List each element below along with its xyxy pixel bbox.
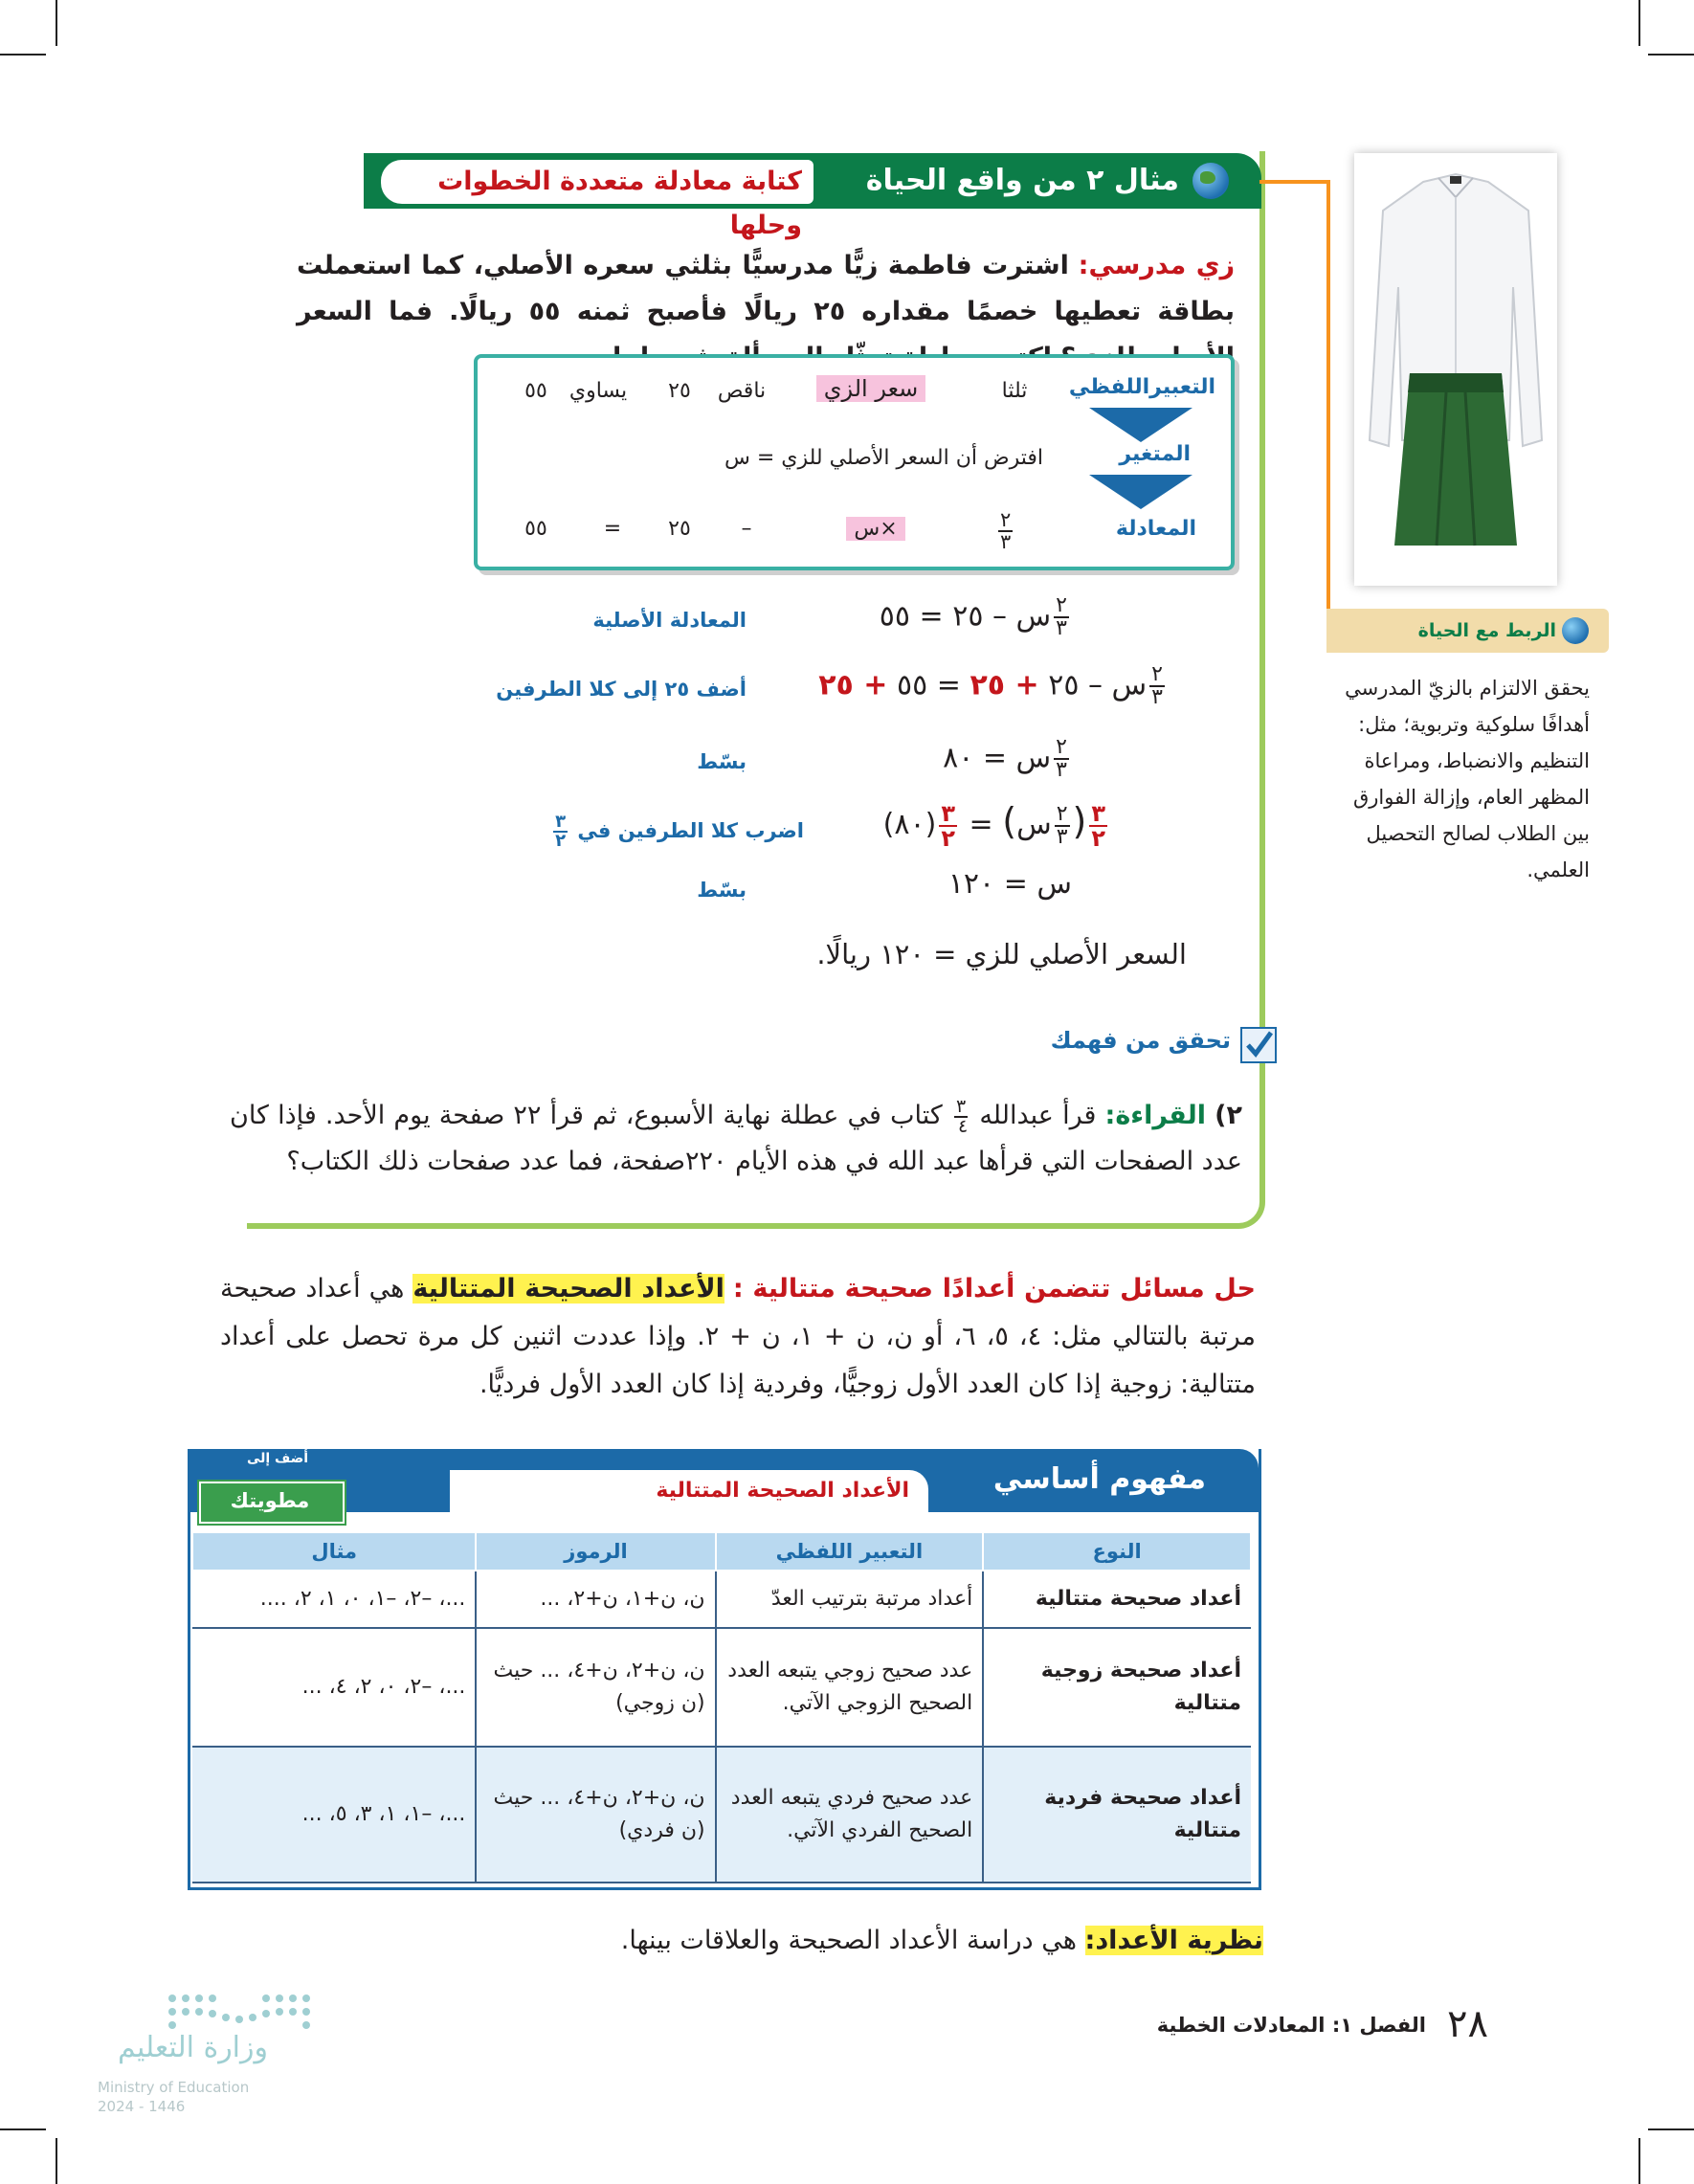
variable-label: المتغير	[1119, 442, 1191, 466]
crop-mark	[1648, 2128, 1694, 2130]
crop-mark	[56, 0, 57, 46]
step-5-expression: س = ١٢٠	[947, 867, 1072, 901]
header-verbal: التعبير اللفظي	[716, 1532, 984, 1571]
ministry-logo	[163, 1991, 316, 2033]
arrow-down-icon	[1089, 475, 1192, 509]
uniform-photo	[1354, 153, 1557, 586]
step-4-den: ٢	[1091, 824, 1105, 852]
key-concept-table	[191, 1531, 1252, 1883]
step-3-num: ٢	[1056, 735, 1067, 759]
verbal-label: التعبيراللفظي	[1068, 375, 1215, 399]
check-title: تحقق من فهمك	[1050, 1027, 1231, 1054]
step-2-note: أضف ٢٥ إلى كلا الطرفين	[496, 678, 747, 701]
step-1-note: المعادلة الأصلية	[592, 609, 747, 632]
step-3-note: بسّط	[697, 750, 747, 773]
sidebar-title: الربط مع الحياة	[1417, 620, 1556, 641]
verbal-equals: يساوي	[568, 379, 628, 403]
example-number: مثال ٢	[1086, 164, 1179, 197]
consecutive-lead: حل مسائل تتضمن أعدادًا صحيحة متتالية :	[732, 1274, 1256, 1304]
table-header-row	[192, 1532, 1251, 1571]
step-4-rhs: (٨٠)	[882, 808, 937, 841]
crop-mark	[0, 54, 46, 56]
sidebar-connector	[1259, 180, 1328, 184]
key-concept-label: مفهوم أساسي	[992, 1462, 1206, 1496]
table-row	[192, 1571, 1251, 1628]
verbal-price	[804, 375, 938, 402]
key-concept-title: الأعداد الصحيحة المتتالية	[656, 1479, 909, 1503]
verbal-25: ٢٥	[668, 379, 691, 403]
table-row	[192, 1628, 1251, 1747]
ministry-name-english: Ministry of Education	[98, 2079, 250, 2096]
crop-mark	[56, 2138, 57, 2184]
equation-times-var-text: ×س	[846, 517, 904, 541]
check-part1: قرأ عبدالله	[979, 1101, 1097, 1130]
consecutive-text: هي أعداد صحيحة مرتبة بالتتالي مثل: ٤، ٥، ٦، أو ن، ن + ١، ن + ٢. وإذا عددت اثنين كل مرة تحصل على أعداد متتالية: زوجية إذا كان العدد الأول زوجيًّا، وفردية إذا كان العدد الأول فرديًّا.	[220, 1274, 1257, 1399]
row-verbal: عدد صحيح فردي يتبعه العدد الصحيح الفردي الآتي.	[716, 1747, 984, 1883]
step-3-rest: س = ٨٠	[943, 741, 1052, 775]
example-title: كتابة معادلة متعددة الخطوات وحلها	[437, 167, 802, 240]
verbal-55: ٥٥	[524, 379, 547, 403]
row-verbal: عدد صحيح زوجي يتبعه العدد الصحيح الزوجي الآتي.	[716, 1628, 984, 1747]
row-verbal: أعداد مرتبة بترتيب العدّ	[716, 1571, 984, 1628]
footer-chapter: الفصل ١: المعادلات الخطية	[1156, 2014, 1426, 2037]
foldable-add: أضف إلى	[246, 1451, 309, 1466]
globe-icon	[1192, 163, 1229, 199]
equation-label: المعادلة	[1115, 517, 1196, 541]
step-4-note-num: ٣	[555, 812, 567, 832]
step-3-den: ٣	[1056, 758, 1067, 782]
row-symbols: ن، ن+٢، ن+٤، ... حيث (ن زوجي)	[476, 1628, 715, 1747]
uniform-illustration	[1354, 153, 1557, 586]
number-theory-term: نظرية الأعداد:	[1084, 1926, 1263, 1955]
variable-text: افترض أن السعر الأصلي للزي = س	[724, 446, 1043, 470]
step-3-expression	[785, 737, 1072, 781]
row-type: أعداد صحيحة زوجية متتالية	[983, 1628, 1251, 1747]
step-4-note	[536, 813, 804, 850]
equation-55: ٥٥	[524, 517, 547, 541]
step-2-middle: = ٥٥	[897, 668, 961, 702]
verbal-price-text: سعر الزي	[816, 375, 926, 402]
number-theory-definition	[479, 1926, 1263, 1955]
row-example: ...، –١، ١، ٣، ٥، ...	[192, 1747, 476, 1883]
globe-icon	[1562, 617, 1589, 644]
problem-lead: زي مدرسي:	[1078, 251, 1235, 280]
step-2-left: س – ٢٥	[1048, 668, 1148, 702]
fraction-denominator: ٣	[1000, 530, 1012, 553]
sidebar-text: يحقق الالتزام بالزيّ المدرسي أهدافًا سلوكية وتربوية؛ مثل: التنظيم والانضباط، ومراعاة المظهر العام، وإزالة الفوارق بين الطلاب لصالح التحصيل العلمي.	[1345, 677, 1590, 881]
foldable-word: مطويتك	[230, 1489, 310, 1512]
step-2-den: ٣	[1151, 685, 1163, 709]
check-num: ٣	[955, 1095, 967, 1117]
step-1-den: ٣	[1056, 616, 1067, 640]
equation-eq: =	[603, 517, 622, 541]
row-type: أعداد صحيحة فردية متتالية	[983, 1747, 1251, 1883]
checkmark-icon	[1240, 1027, 1277, 1063]
verbal-two-thirds: ثلثا	[1001, 379, 1028, 403]
step-4-rhs-num: ٣	[941, 799, 955, 827]
verbal-minus: ناقص	[717, 379, 767, 403]
crop-mark	[1638, 0, 1640, 46]
step-2-expression	[708, 664, 1168, 708]
fraction-numerator: ٢	[1000, 508, 1012, 531]
equation-minus: –	[741, 517, 752, 541]
ministry-name-arabic: وزارة التعليم	[117, 2031, 268, 2064]
step-4-note-text: اضرب كلا الطرفين في	[577, 819, 804, 842]
step-4-note-den: ٢	[555, 831, 567, 851]
number-theory-text: هي دراسة الأعداد الصحيحة والعلاقات بينها.	[620, 1926, 1077, 1955]
step-4-expression: $\frac{٣}{٢}$ ( $\frac{٢}{٣}$ س) = $\frac{٣}{٢}$ (٨٠)	[882, 799, 1105, 852]
step-1-expression	[785, 595, 1072, 639]
ministry-year: 2024 - 1446	[98, 2098, 186, 2115]
arrow-down-icon	[1089, 408, 1192, 442]
check-number: ٢)	[1215, 1101, 1242, 1130]
crop-mark	[1648, 54, 1694, 56]
equation-fraction	[995, 510, 1034, 552]
step-1-rest: س – ٢٥ = ٥٥	[879, 599, 1052, 634]
crop-mark	[0, 2128, 46, 2130]
header-example: مثال	[192, 1532, 476, 1571]
consecutive-paragraph	[220, 1265, 1256, 1409]
equation-times-var	[833, 517, 919, 541]
table-row	[192, 1747, 1251, 1883]
step-2-add-left: + ٢٥	[970, 668, 1039, 702]
header-symbols: الرموز	[476, 1532, 715, 1571]
page-number: ٢٨	[1447, 2002, 1488, 2046]
check-den: ٤	[957, 1115, 969, 1137]
row-example: ...، –٢، –١، ٠، ١، ٢، ....	[192, 1571, 476, 1628]
problem-text: اشترت فاطمة زيًّا مدرسيًّا بثلثي سعره الأصلي، كما استعملت بطاقة تعطيها خصمًا مقداره ٢٥ ريالًا فأصبح ثمنه ٥٥ ريالًا. فما السعر	[297, 251, 1235, 326]
example-label	[823, 153, 1179, 209]
step-4-rhs-den: ٢	[941, 824, 955, 852]
equation-25: ٢٥	[668, 517, 691, 541]
example-real-world: من واقع الحياة	[865, 164, 1077, 197]
answer-statement: السعر الأصلي للزي = ١٢٠ ريالًا.	[816, 938, 1187, 970]
crop-mark	[1638, 2138, 1640, 2184]
step-4-var: س	[1016, 808, 1052, 841]
check-lead: القراءة:	[1104, 1101, 1206, 1130]
step-5-note: بسّط	[697, 879, 747, 902]
header-type: النوع	[983, 1532, 1251, 1571]
row-type: أعداد صحيحة متتالية	[983, 1571, 1251, 1628]
step-2-num: ٢	[1151, 662, 1163, 686]
step-1-num: ٢	[1056, 593, 1067, 617]
row-symbols: ن، ن+٢، ن+٤، ... حيث (ن فردي)	[476, 1747, 715, 1883]
step-4-num: ٣	[1091, 799, 1105, 827]
sidebar-line	[1326, 180, 1330, 632]
step-4-inner-num: ٢	[1056, 801, 1068, 826]
consecutive-term: الأعداد الصحيحة المتتالية	[412, 1274, 724, 1304]
check-part2: كتاب في عطلة نهاية الأسبوع، ثم قرأ ٢٢ صفحة يوم الأحد. فإذا كان عدد الصفحات التي قرأها عبد الله في هذه الأيام ٢٢٠صفحة، فما عدد صفحات ذلك الكتاب؟	[230, 1101, 1242, 1176]
step-4-inner-den: ٣	[1056, 824, 1068, 849]
step-2-add-right: + ٢٥	[818, 668, 888, 702]
row-symbols: ن، ن+١، ن+٢، ...	[476, 1571, 715, 1628]
row-example: ...، –٢، ٠، ٢، ٤، ...	[192, 1628, 476, 1747]
check-problem	[230, 1093, 1242, 1185]
